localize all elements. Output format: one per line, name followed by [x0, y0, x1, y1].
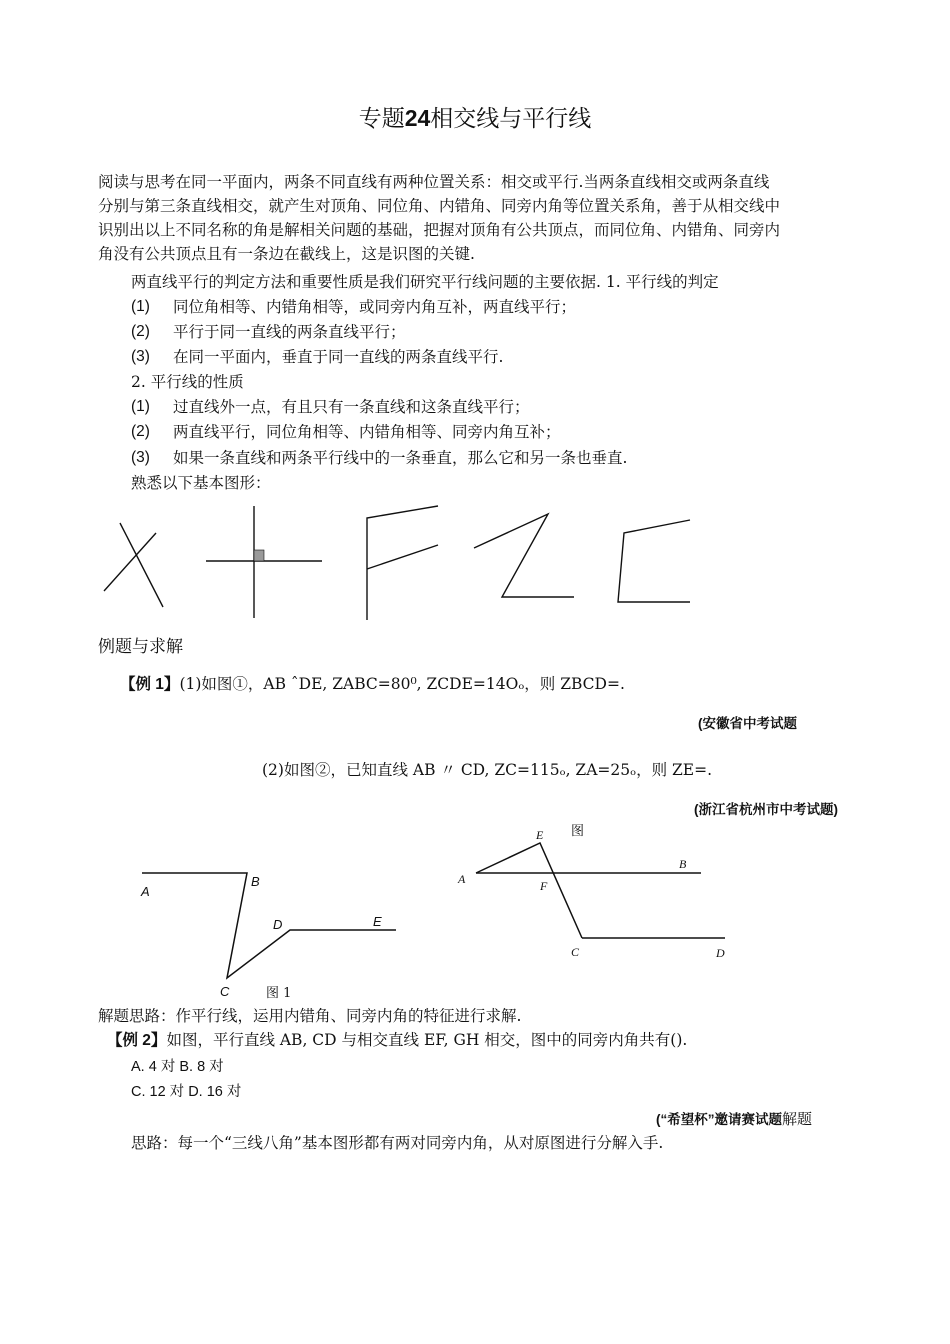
- fig1-label-a: A: [141, 884, 150, 899]
- property-heading: 2. 平行线的性质: [131, 373, 244, 391]
- title-prefix: 专题: [358, 106, 405, 132]
- example2-options-2: C. 12 对 D. 16 对: [131, 1084, 242, 1100]
- title-number: 24: [404, 105, 431, 131]
- intro-line-4: 角没有公共顶点且有一条边在截线上，这是识图的关键.: [98, 245, 475, 263]
- example2-line: [107, 1028, 687, 1053]
- judgement-num-2: (2): [131, 323, 150, 340]
- fig1-label-c: C: [220, 984, 230, 999]
- fig2-caption: 图: [571, 824, 585, 839]
- example1-part2: (2)如图②，已知直线 AB 〃 CD, ZC=115ₒ, ZA=25ₒ，则 ZE=.: [262, 761, 713, 779]
- example1-part1: (1)如图①，AB ˆDE, ZABC=80⁰, ZCDE=14Oₒ，则 ZBCD=.: [179, 675, 625, 693]
- intro-line-2: 分别与第三条直线相交，就产生对顶角、同位角、内错角、同旁内角等位置关系角，善于从相交线中: [98, 197, 781, 215]
- fig1-label-d: D: [273, 917, 283, 932]
- property-num-2: (2): [131, 423, 150, 440]
- property-text-2: 两直线平行，同位角相等、内错角相等、同旁内角互补；: [173, 423, 561, 441]
- example2-bracket: 【例 2】: [107, 1032, 167, 1049]
- title-suffix: 相交线与平行线: [430, 106, 592, 132]
- example1-source2: (浙江省杭州市中考试题): [694, 802, 838, 817]
- figure2-path-aec: [476, 843, 582, 938]
- fig1-label-b: B: [251, 874, 260, 889]
- example2-source-tail: 解题: [782, 1110, 813, 1128]
- example2-text: 如图，平行直线 AB, CD 与相交直线 EF, GH 相交，图中的同旁内角共有().: [166, 1031, 688, 1049]
- fig1-caption: 图 1: [266, 986, 292, 1001]
- example2-options-1: A. 4 对 B. 8 对: [131, 1059, 224, 1075]
- fig2-label-c: C: [571, 945, 580, 959]
- intro-line-1: 阅读与思考在同一平面内，两条不同直线有两种位置关系：相交或平行.当两条直线相交或两条直线: [98, 173, 770, 191]
- example2-thought: 思路：每一个“三线八角”基本图形都有两对同旁内角，从对原图进行分解入手.: [131, 1134, 664, 1152]
- example2-source: (“希望杯”邀请赛试题: [656, 1112, 782, 1127]
- fig2-label-a: A: [458, 872, 466, 886]
- property-num-1: (1): [131, 398, 150, 415]
- judgement-text-1: 同位角相等、内错角相等，或同旁内角互补，两直线平行；: [173, 298, 577, 316]
- fig2-label-d: D: [716, 946, 725, 960]
- property-num-3: (3): [131, 449, 150, 466]
- basis-line: 两直线平行的判定方法和重要性质是我们研究平行线问题的主要依据. 1. 平行线的判定: [131, 273, 719, 291]
- judgement-num-3: (3): [131, 348, 150, 365]
- example1-source1: (安徽省中考试题: [698, 716, 797, 731]
- judgement-text-2: 平行于同一直线的两条直线平行；: [173, 323, 406, 341]
- judgement-text-3: 在同一平面内，垂直于同一直线的两条直线平行.: [173, 348, 504, 366]
- intro-line-3: 识别出以上不同名称的角是解相关问题的基础，把握对顶角有公共顶点，而同位角、内错角、同旁内: [98, 221, 781, 239]
- fig2-label-e: E: [536, 828, 544, 842]
- solution1: 解题思路：作平行线，运用内错角、同旁内角的特征进行求解.: [98, 1007, 522, 1025]
- familiar-text: 熟悉以下基本图形：: [131, 474, 271, 492]
- property-text-1: 过直线外一点，有且只有一条直线和这条直线平行；: [173, 398, 530, 416]
- figure1-path: [142, 873, 396, 978]
- fig2-label-b: B: [679, 857, 687, 871]
- fig2-label-f: F: [540, 879, 548, 893]
- fig1-label-e: E: [373, 914, 382, 929]
- example2-source-line: [656, 1108, 812, 1129]
- section-heading: 例题与求解: [98, 637, 183, 657]
- judgement-num-1: (1): [131, 298, 150, 315]
- example1-bracket: 【例 1】: [120, 676, 180, 693]
- property-text-3: 如果一条直线和两条平行线中的一条垂直，那么它和另一条也垂直.: [173, 449, 628, 467]
